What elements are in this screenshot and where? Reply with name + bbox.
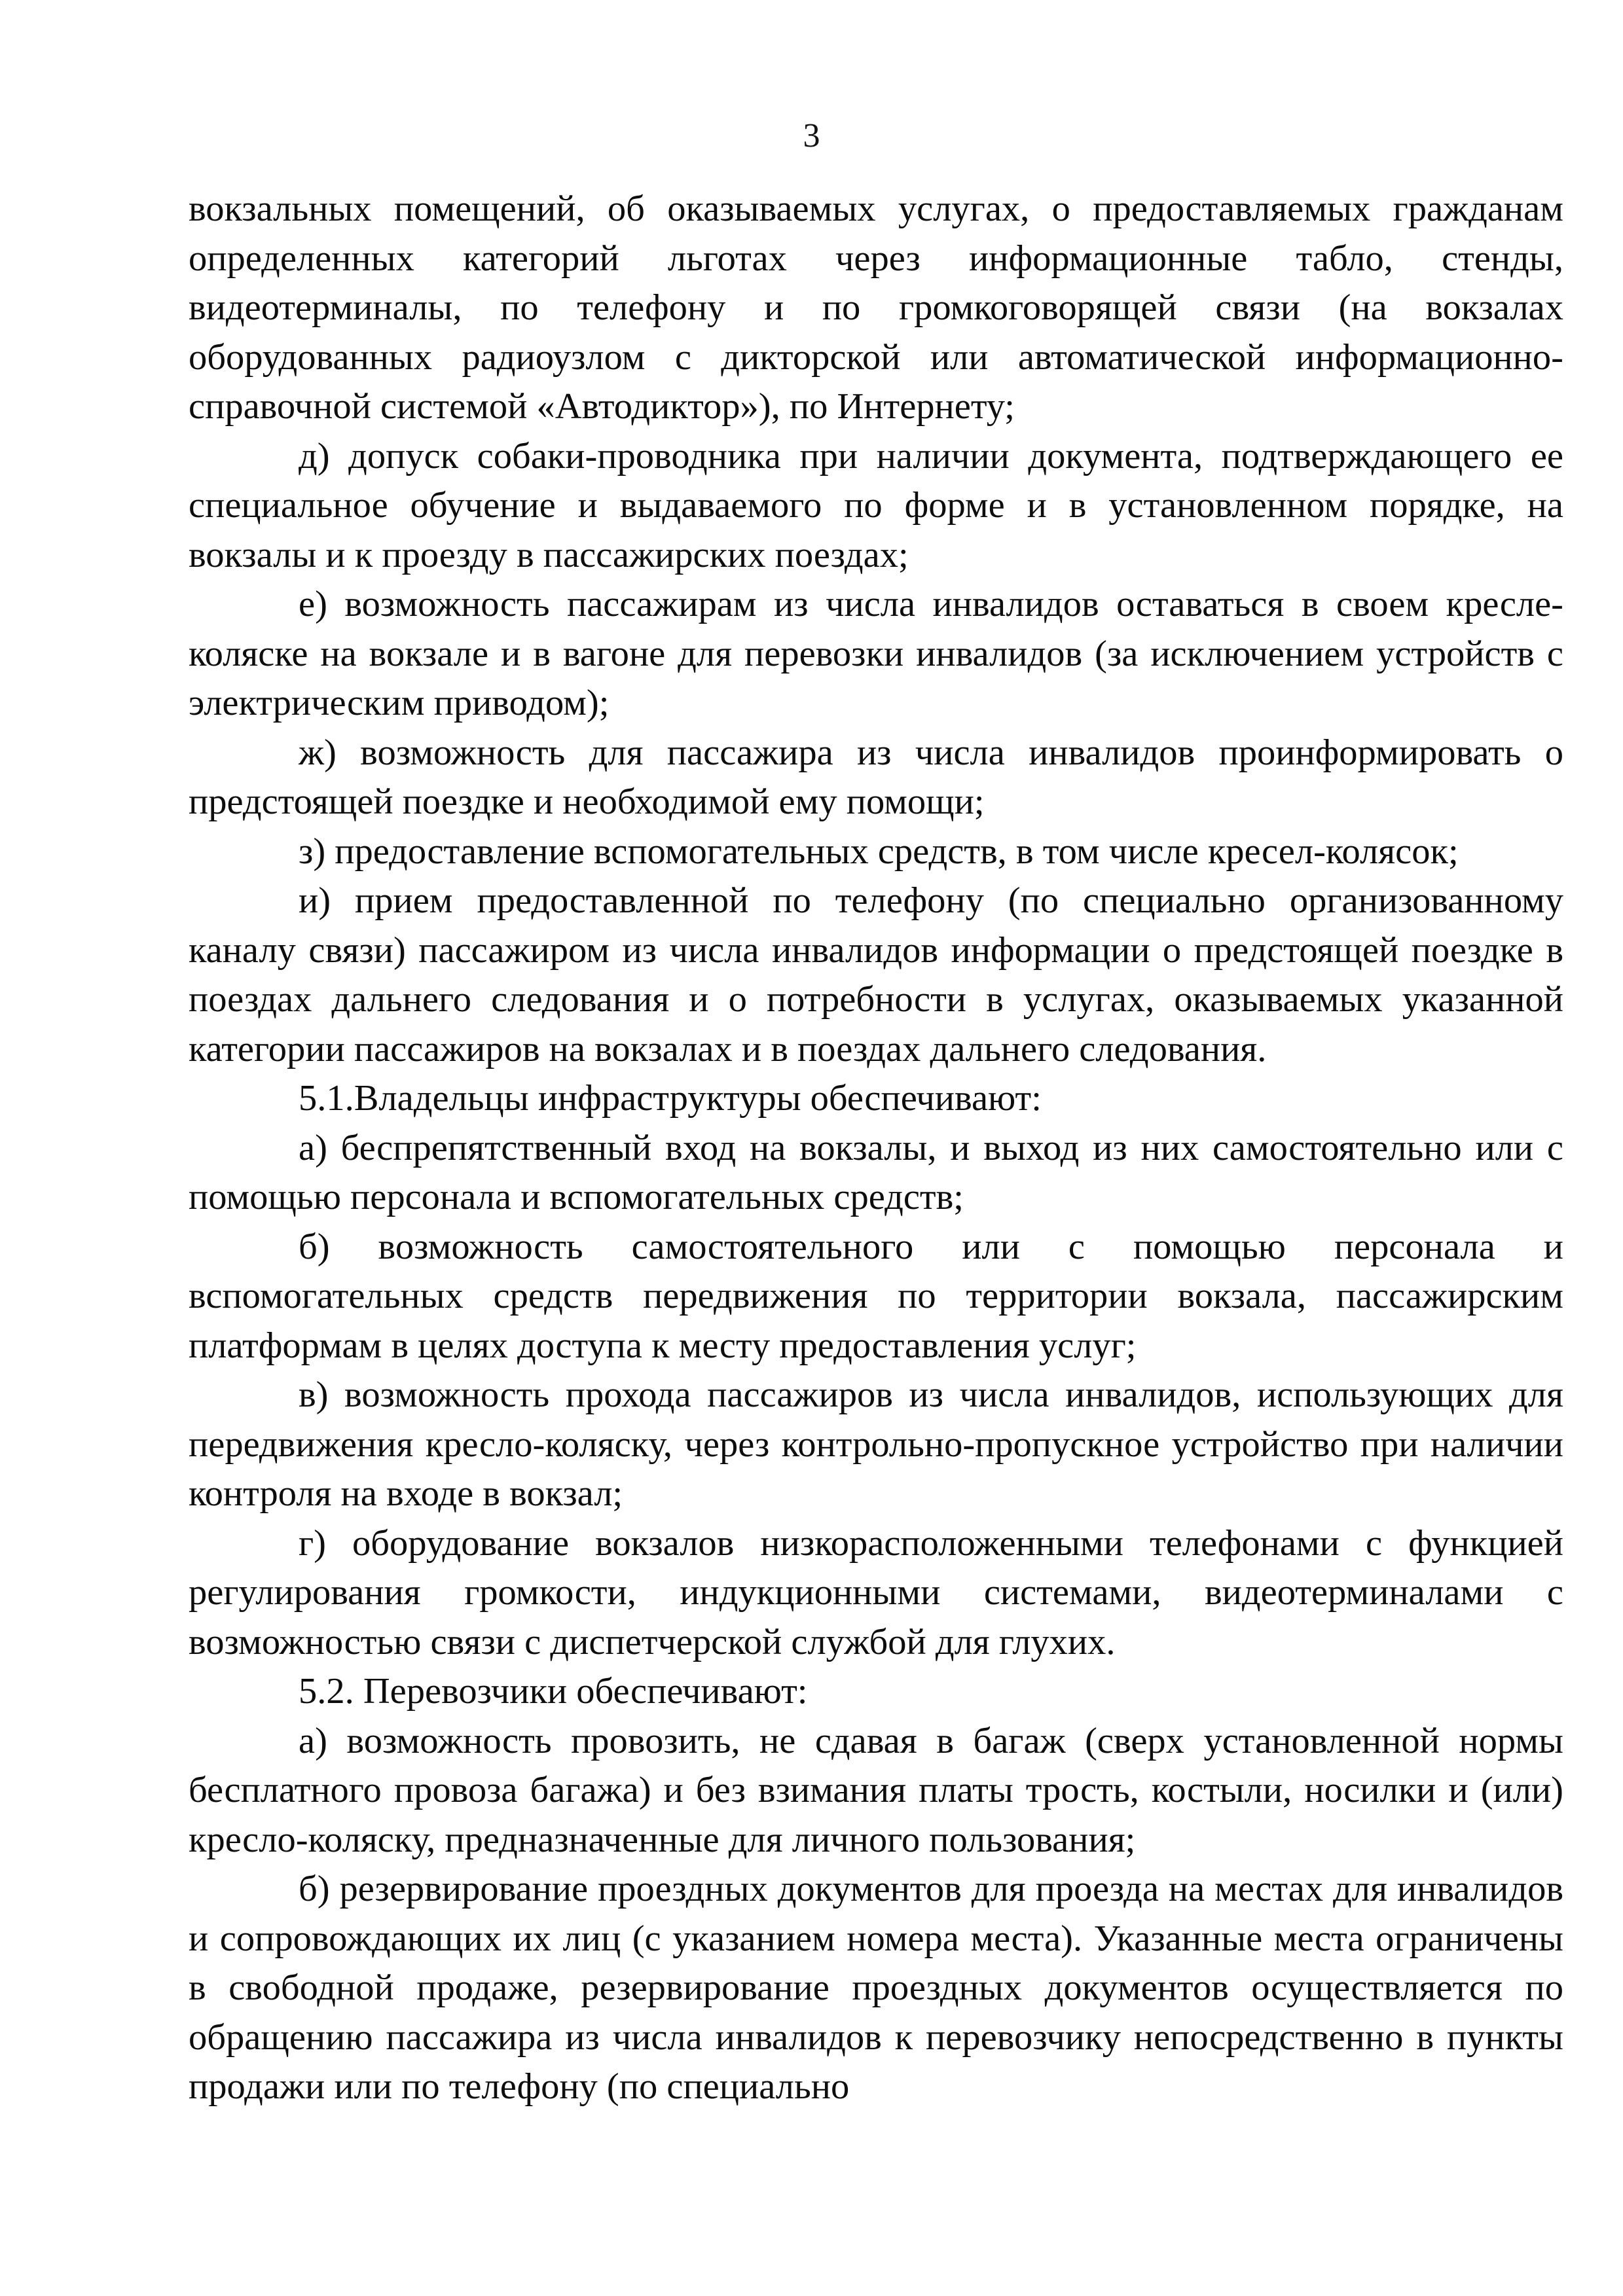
paragraph-5-2-b: б) резервирование проездных документов для проезда на местах для инвалидов и сопровождающих их лиц (с указанием номера места). Указанные места ограничены в свободной продаже, резервирование проездных документов осуществляется по обращению пассажира из числа инвалидов к перевозчику непосредственно в пункты продажи или по телефону (по специально <box>189 1869 1563 2107</box>
paragraph-item-zh: ж) возможность для пассажира из числа инвалидов проинформировать о предстоящей поездке и необходимой ему помощи; <box>189 732 1563 822</box>
paragraph-5-1-g: г) оборудование вокзалов низкорасположенными телефонами с функцией регулирования громкости, индукционными системами, видеотерминалами с возможностью связи с диспетчерской службой для глухих. <box>189 1522 1563 1662</box>
paragraph-5-2-a: а) возможность провозить, не сдавая в багаж (сверх установленной нормы бесплатного провоза багажа) и без взимания платы трость, костыли, носилки и (или) кресло-коляску, предназначенные для личного пользования; <box>189 1720 1563 1860</box>
paragraph-item-e: е) возможность пассажирам из числа инвалидов оставаться в своем кресле-коляске на вокзале и в вагоне для перевозки инвалидов (за исключением устройств с электрическим приводом); <box>189 584 1563 723</box>
section-heading-5-1: 5.1.Владельцы инфраструктуры обеспечивают: <box>299 1078 1042 1119</box>
paragraph-item-i: и) прием предоставленной по телефону (по специально организованному каналу связи) пассажиром из числа инвалидов информации о предстоящей поездке в поездах дальнего следования и о потребности в услугах, оказываемых указанной категории пассажиров на вокзалах и в поездах дальнего следования. <box>189 880 1563 1069</box>
paragraph-continuation: вокзальных помещений, об оказываемых услугах, о предоставляемых гражданам определенных категорий льготах через информационные табло, стенды, видеотерминалы, по телефону и по громкоговорящей связи (на вокзалах оборудованных радиоузлом с дикторской или автоматической информационно-справочной системой «Автодиктор»), по Интернету; <box>189 188 1563 427</box>
paragraph-5-1-v: в) возможность прохода пассажиров из числа инвалидов, использующих для передвижения кресло-коляску, через контрольно-пропускное устройство при наличии контроля на входе в вокзал; <box>189 1374 1563 1514</box>
paragraph-5-1-a: а) беспрепятственный вход на вокзалы, и выход из них самостоятельно или с помощью персонала и вспомогательных средств; <box>189 1127 1563 1217</box>
document-body <box>189 185 1563 2112</box>
section-heading-5-2: 5.2. Перевозчики обеспечивают: <box>299 1671 808 1712</box>
paragraph-item-d: д) допуск собаки-проводника при наличии документа, подтверждающего ее специальное обучение и выдаваемого по форме и в установленном порядке, на вокзалы и к проезду в пассажирских поездах; <box>189 435 1563 575</box>
paragraph-item-z: з) предоставление вспомогательных средств, в том числе кресел-колясок; <box>299 831 1459 872</box>
page-number: 3 <box>803 117 820 154</box>
paragraph-5-1-b: б) возможность самостоятельного или с помощью персонала и вспомогательных средств передвижения по территории вокзала, пассажирским платформам в целях доступа к месту предоставления услуг; <box>189 1226 1563 1366</box>
